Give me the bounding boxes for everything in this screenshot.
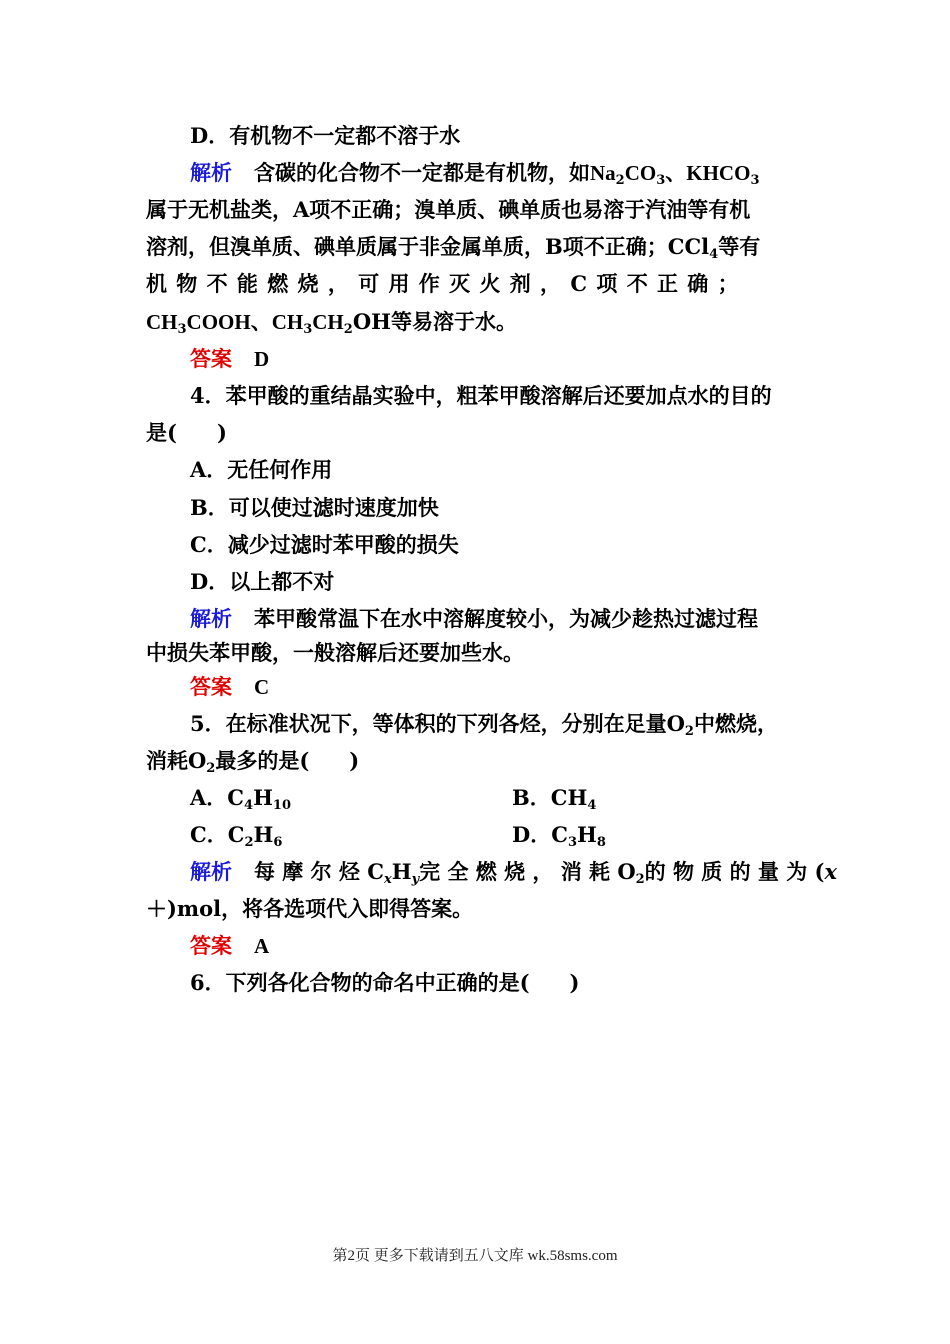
question-text: 最多的是( — [215, 748, 310, 773]
subscript: y — [411, 872, 420, 887]
option-d-text: D．C — [512, 822, 568, 847]
question-5-line-1 — [190, 705, 810, 742]
subscript: 2 — [343, 322, 353, 337]
subscript: 3 — [177, 322, 187, 337]
option-text: C．减少过滤时苯甲酸的损失 — [190, 532, 459, 557]
analysis-line-5 — [146, 303, 810, 341]
subscript: 6 — [273, 835, 283, 850]
text: 每 摩 尔 烃 C — [254, 859, 384, 884]
option-d — [190, 563, 810, 600]
question-text: ) — [216, 420, 227, 445]
option-d-item — [512, 816, 812, 853]
text: H — [391, 859, 412, 884]
option-b-item — [512, 779, 812, 816]
text: CH — [146, 310, 178, 334]
text: 、KHCO — [665, 161, 751, 185]
analysis-label: 解析 — [190, 859, 232, 884]
option-c-text: C．C — [190, 822, 245, 847]
text: 等有 — [718, 234, 761, 259]
option-b-text: B．CH — [512, 785, 588, 810]
text: 溶剂，但溴单质、碘单质属于非金属单质，B项不正确；CCl — [146, 234, 710, 259]
text: 中损失苯甲酸，一般溶解后还要加些水。 — [146, 640, 524, 665]
analysis-5-line-2 — [146, 890, 810, 927]
answer-line-5 — [190, 927, 810, 965]
analysis-line-2 — [146, 191, 810, 228]
subscript: 2 — [206, 761, 216, 776]
question-text: 6．下列各化合物的命名中正确的是( — [190, 970, 530, 995]
answer-line-4 — [190, 668, 810, 706]
answer-label: 答案 — [190, 933, 232, 958]
text: ＋)mol，将各选项代入即得答案。 — [146, 896, 474, 921]
subscript: 4 — [709, 247, 719, 262]
option-a-text: A．C — [190, 785, 245, 810]
analysis-line-1 — [190, 154, 810, 192]
analysis-5-line-1 — [190, 853, 838, 890]
option-text: B．可以使过滤时速度加快 — [190, 495, 439, 520]
option-a — [190, 451, 810, 488]
answer-line-3 — [190, 340, 810, 378]
option-c — [190, 526, 810, 563]
subscript: 3 — [303, 322, 313, 337]
answer-label: 答案 — [190, 346, 232, 371]
answer-label: 答案 — [190, 674, 232, 699]
text: 含碳的化合物不一定都是有机物，如 — [254, 160, 590, 185]
answer-value: A — [254, 934, 270, 958]
subscript: 2 — [244, 835, 254, 850]
question-text: 消耗O — [146, 748, 207, 773]
answer-value: C — [254, 675, 270, 699]
option-d-line — [190, 117, 810, 154]
text: COOH、CH — [186, 310, 304, 334]
text: x — [824, 859, 838, 884]
option-a-text: H — [253, 785, 273, 810]
text: 苯甲酸常温下在水中溶解度较小，为减少趁热过滤过程 — [254, 606, 758, 631]
subscript: 4 — [244, 798, 254, 813]
subscript: 2 — [684, 724, 694, 739]
option-d-text: H — [576, 822, 597, 847]
question-4-line-1 — [190, 377, 810, 414]
analysis-line-3 — [146, 228, 810, 265]
text: 机 物 不 能 燃 烧 ， 可 用 作 灭 火 剂 ， C 项 不 正 确 ； — [146, 271, 740, 296]
subscript: 3 — [567, 835, 577, 850]
option-text: D．以上都不对 — [190, 569, 335, 594]
question-6-line-1 — [190, 964, 810, 1001]
subscript: 4 — [587, 798, 597, 813]
subscript: 8 — [596, 835, 606, 850]
option-d-text: D．有机物不一定都不溶于水 — [190, 123, 461, 148]
answer-value: D — [254, 347, 270, 371]
text: 属于无机盐类，A项不正确；溴单质、碘单质也易溶于汽油等有机 — [146, 197, 751, 222]
analysis-4-line-1 — [190, 600, 810, 637]
question-text: ) — [569, 970, 580, 995]
text: OH等易溶于水。 — [352, 309, 517, 334]
analysis-label: 解析 — [190, 160, 232, 185]
analysis-label: 解析 — [190, 606, 232, 631]
subscript: 2 — [615, 173, 625, 188]
subscript: x — [383, 872, 392, 887]
question-4-line-2 — [146, 414, 810, 451]
question-text: 是( — [146, 420, 177, 445]
question-5-line-2 — [146, 742, 810, 779]
question-text: ) — [349, 748, 360, 773]
question-text: 中燃烧， — [693, 711, 778, 736]
text: CO — [624, 161, 657, 185]
subscript: 10 — [272, 798, 291, 813]
question-text: 5．在标准状况下，等体积的下列各烃，分别在足量O — [190, 711, 685, 736]
analysis-line-4 — [146, 265, 810, 302]
subscript: 3 — [750, 173, 760, 188]
question-text: 4．苯甲酸的重结晶实验中，粗苯甲酸溶解后还要加点水的目的 — [190, 383, 772, 408]
analysis-4-line-2 — [146, 634, 810, 671]
text: Na — [590, 161, 616, 185]
text: 完 全 燃 烧 ， 消 耗 O — [419, 859, 636, 884]
page-footer: 第2页 更多下载请到五八文库 wk.58sms.com — [332, 1248, 618, 1264]
subscript: 2 — [635, 872, 645, 887]
subscript: 3 — [656, 173, 666, 188]
option-c-text: H — [253, 822, 274, 847]
option-b — [190, 489, 810, 526]
option-text: A．无任何作用 — [190, 457, 333, 482]
text: 的 物 质 的 量 为 ( — [644, 859, 825, 884]
text: CH — [312, 310, 344, 334]
